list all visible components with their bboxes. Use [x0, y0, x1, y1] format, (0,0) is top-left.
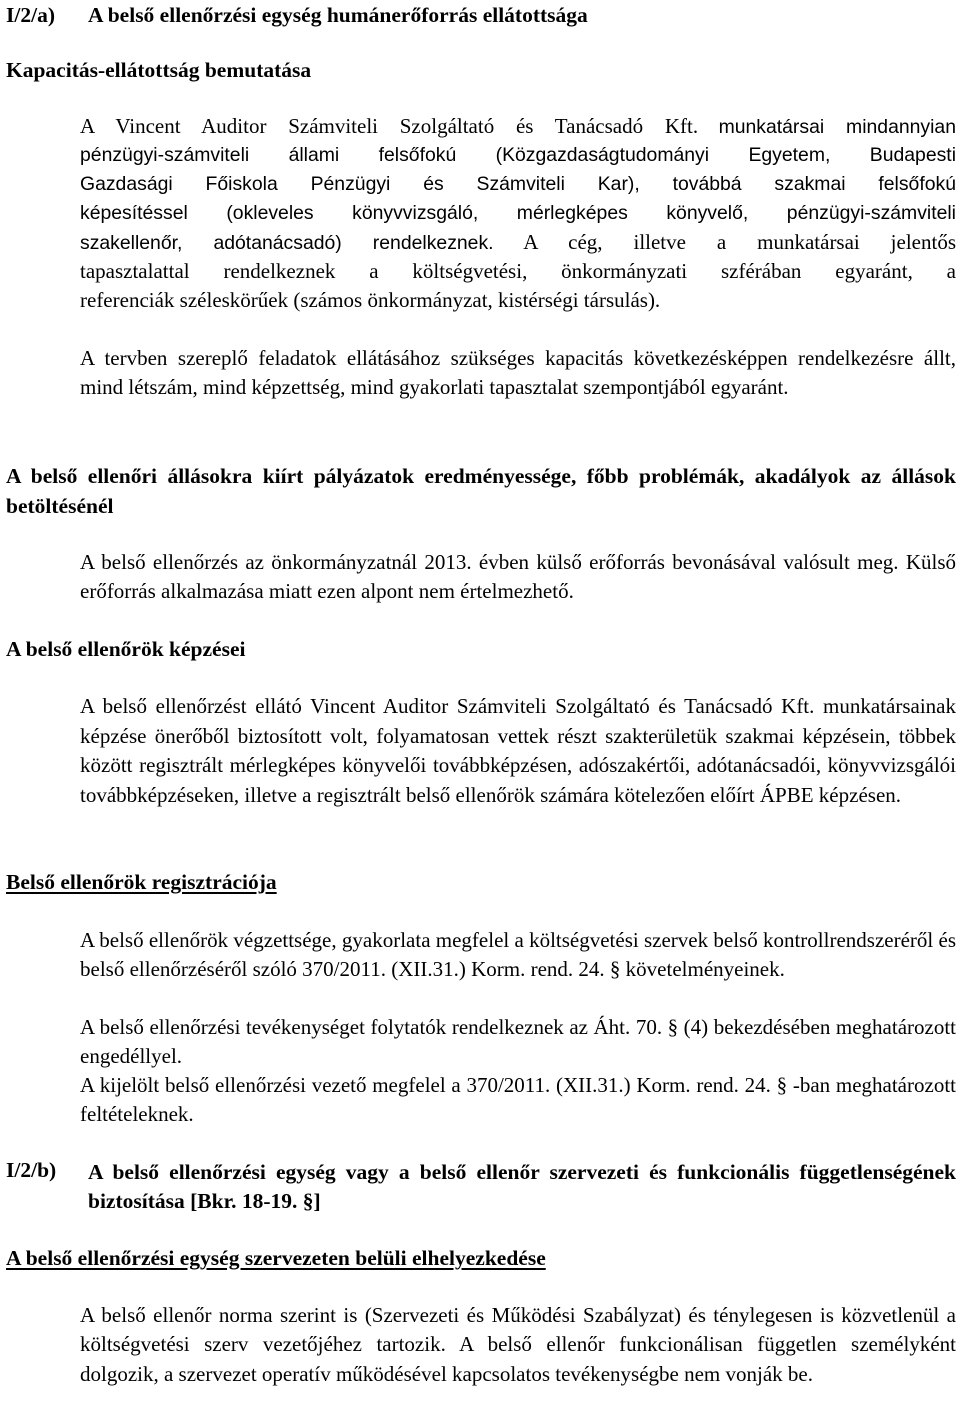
- paragraph: A belső ellenőr norma szerint is (Szervezeti és Működési Szabályzat) és ténylegesen is közvetlenül a költségvetési szerv vezetőjéhez tartozik. A belső ellenőr funkcionálisan független személyként dolgozik, a szervezet operatív működésével kapcsolatos tevékenységbe nem vonják be.: [80, 1303, 956, 1386]
- text-line: tapasztalattal rendelkeznek a költségvetési, önkormányzati szférában egyaránt, a: [80, 259, 956, 283]
- section-heading: Belső ellenőrök regisztrációja: [6, 870, 277, 894]
- section-heading: A belső ellenőrzési egység szervezeten belüli elhelyezkedése: [6, 1246, 546, 1270]
- section-heading: A belső ellenőri állásokra kiírt pályázatok eredményessége, főbb problémák, akadályok az állások betöltésénél: [6, 464, 956, 518]
- text-line: képesítéssel (okleveles könyvvizsgáló, mérlegképes könyvelő, pénzügyi-számviteli: [80, 202, 956, 224]
- text-span: A Vincent Auditor Számviteli Szolgáltató és Tanácsadó Kft.: [80, 114, 699, 138]
- section-heading: A belső ellenőrök képzései: [6, 637, 246, 661]
- paragraph: A belső ellenőrzés az önkormányzatnál 2013. évben külső erőforrás bevonásával valósult meg. Külső erőforrás alkalmazása miatt ezen alpont nem értelmezhető.: [80, 550, 956, 603]
- section-number: I/2/b): [6, 1158, 57, 1182]
- text-span: A cég, illetve a munkatársai jelentős: [523, 230, 957, 254]
- section-number: I/2/a): [6, 3, 55, 27]
- paragraph: A tervben szereplő feladatok ellátásához szükséges kapacitás következésképpen rendelkezésre állt, mind létszám, mind képzettség, mind gyakorlati tapasztalat szempontjából egyaránt.: [80, 346, 956, 399]
- paragraph: [80, 112, 956, 315]
- paragraph: A kijelölt belső ellenőrzési vezető megfelel a 370/2011. (XII.31.) Korm. rend. 24. § -ban meghatározott feltételeknek.: [80, 1073, 956, 1127]
- text-span: munkatársai mindannyian: [718, 116, 956, 138]
- section-title: A belső ellenőrzési egység vagy a belső ellenőr szervezeti és funkcionális függetlenségének biztosítása [Bkr. 18-19. §]: [88, 1160, 956, 1213]
- paragraph: A belső ellenőrzést ellátó Vincent Auditor Számviteli Szolgáltató és Tanácsadó Kft. munkatársainak képzése önerőből biztosított volt, folyamatosan vettek részt szakterületük szakmai képzésein, többek között regisztrált mérlegképes könyvelői továbbképzésen, adószakértői, adótanácsadói, könyvvizsgálói továbbképzéseken, illetve a regisztrált belső ellenőrök számára kötelezően előírt ÁPBE képzésen.: [80, 694, 956, 807]
- paragraph: A belső ellenőrök végzettsége, gyakorlata megfelel a költségvetési szervek belső kontrollrendszeréről és belső ellenőrzéséről szóló 370/2011. (XII.31.) Korm. rend. 24. § követelményeinek.: [80, 928, 956, 982]
- paragraph: A belső ellenőrzési tevékenységet folytatók rendelkeznek az Áht. 70. § (4) bekezdésében meghatározott engedéllyel.: [80, 1015, 956, 1069]
- text-line: pénzügyi-számviteli állami felsőfokú (Közgazdaságtudományi Egyetem, Budapesti: [80, 144, 956, 166]
- text-line: Gazdasági Főiskola Pénzügyi és Számviteli Kar), továbbá szakmai felsőfokú: [80, 173, 956, 195]
- section-heading: Kapacitás-ellátottság bemutatása: [6, 58, 312, 82]
- text-span: szakellenőr, adótanácsadó) rendelkeznek.: [80, 232, 494, 254]
- section-title: A belső ellenőrzési egység humánerőforrás ellátottsága: [88, 3, 588, 27]
- text-line: referenciák széleskörűek (számos önkormányzat, kistérségi társulás).: [80, 288, 661, 312]
